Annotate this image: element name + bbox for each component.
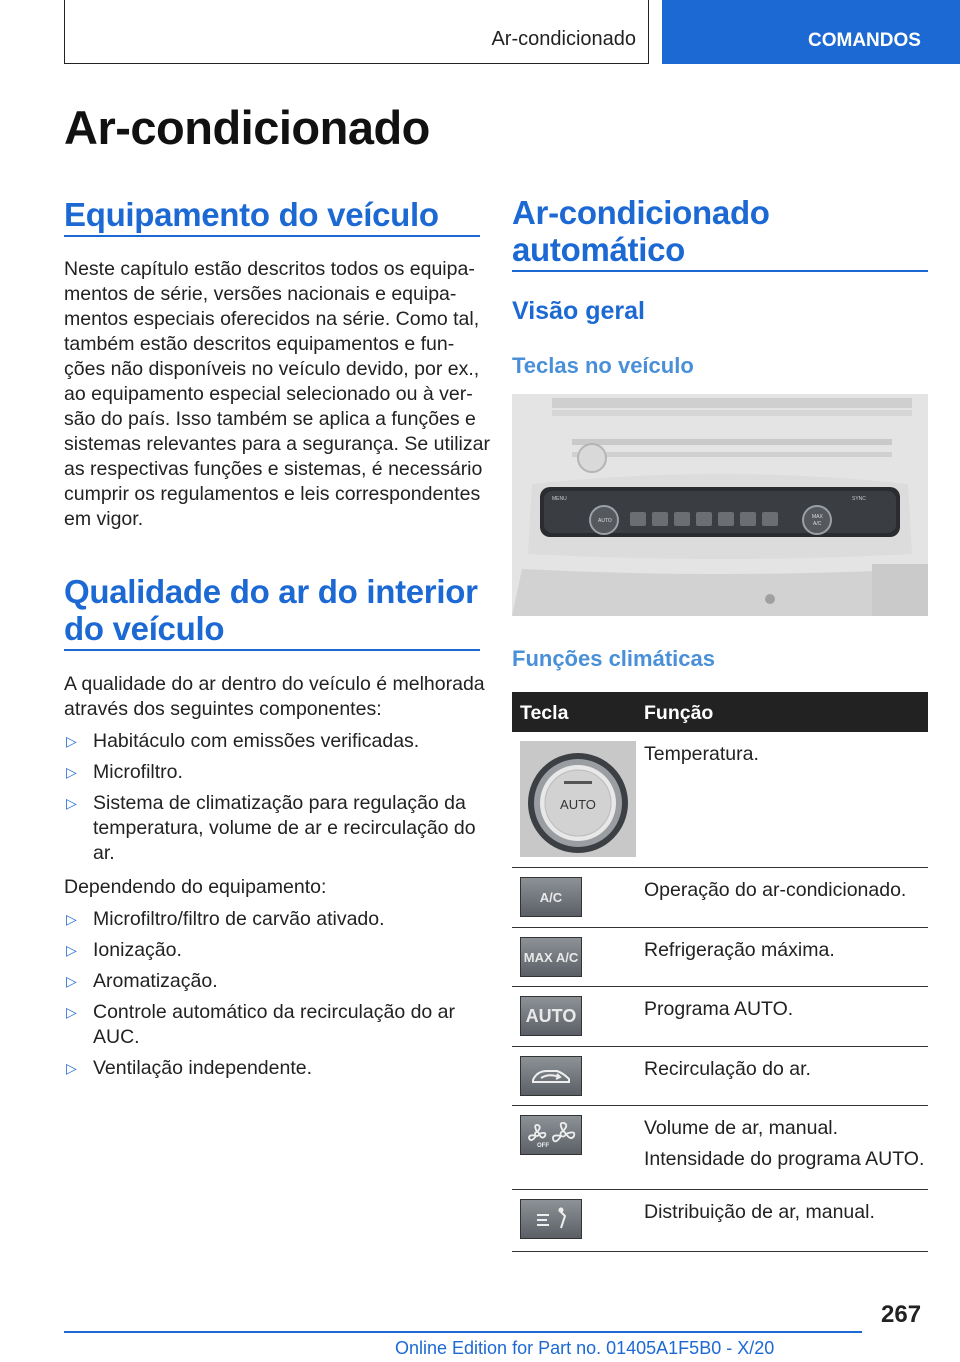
function-text: Distribuição de ar, manual. [644, 1201, 875, 1223]
footer-rule [64, 1331, 862, 1333]
list-item: ▷ Habitáculo com emissões verificadas. [66, 730, 420, 752]
table-row [512, 928, 928, 987]
triangle-bullet-icon: ▷ [66, 1004, 77, 1020]
svg-text:AUTO: AUTO [560, 797, 596, 812]
overview-heading: Visão geral [512, 297, 645, 325]
svg-text:A/C: A/C [813, 521, 822, 527]
list-item: ▷ Microfiltro/filtro de carvão ativado. [66, 908, 385, 930]
equipment-heading: Equipamento do veículo [64, 196, 439, 233]
max-ac-button-icon: MAX A/C [520, 937, 582, 977]
auto-ac-heading-line2: automático [512, 231, 686, 268]
list-item: ▷ Sistema de climatização para regulação da temperatura, volume de ar e recirculação do ar. [66, 792, 476, 864]
function-text: Programa AUTO. [644, 998, 794, 1020]
function-text [644, 1116, 924, 1172]
function-text: Refrigeração máxima. [644, 939, 835, 961]
function-line-2: Intensidade do programa AUTO. [644, 1148, 925, 1170]
svg-text:MAX: MAX [812, 514, 823, 520]
column-header-function: Função [644, 702, 714, 724]
triangle-bullet-icon: ▷ [66, 764, 77, 780]
temperature-knob-image [520, 741, 636, 857]
triangle-bullet-icon: ▷ [66, 911, 77, 927]
header-section-tab [64, 0, 649, 64]
page-number: 267 [881, 1301, 922, 1328]
auto-button-icon: AUTO [520, 996, 582, 1036]
table-row [512, 987, 928, 1047]
ac-button-icon: A/C [520, 877, 582, 917]
header-chapter-label: COMANDOS [808, 30, 921, 51]
air-quality-heading-line2: do veículo [64, 610, 225, 647]
list-item: ▷ Ventilação independente. [66, 1057, 313, 1079]
function-text: Operação do ar-condicionado. [644, 879, 907, 901]
auto-ac-heading-rule [512, 270, 928, 272]
air-quality-list [64, 729, 484, 872]
list-item: ▷ Ionização. [66, 939, 182, 961]
triangle-bullet-icon: ▷ [66, 973, 77, 989]
triangle-bullet-icon: ▷ [66, 733, 77, 749]
depends-label: Dependendo do equipamento: [64, 876, 327, 898]
vehicle-keys-heading: Teclas no veículo [512, 353, 694, 378]
page-title: Ar-condicionado [64, 101, 430, 154]
equipment-heading-rule [64, 235, 480, 237]
climate-functions-heading: Funções climáticas [512, 646, 715, 671]
auto-ac-heading [512, 194, 770, 268]
column-header-key: Tecla [520, 702, 569, 724]
table-row [512, 868, 928, 928]
triangle-bullet-icon: ▷ [66, 795, 77, 811]
function-text: Recirculação do ar. [644, 1058, 811, 1080]
list-item: ▷ Controle automático da recirculação do ar AUC. [66, 1001, 456, 1048]
table-row [512, 1190, 928, 1252]
table-row [512, 1047, 928, 1106]
header-chapter-tab [662, 0, 960, 64]
function-text: Temperatura. [644, 743, 759, 765]
table-header [512, 692, 928, 732]
recirculation-icon [520, 1056, 582, 1096]
svg-text:SYNC: SYNC [852, 496, 866, 502]
triangle-bullet-icon: ▷ [66, 1060, 77, 1076]
header-section-label: Ar-condicionado [491, 28, 636, 50]
climate-panel-illustration [512, 394, 928, 616]
svg-text:AUTO: AUTO [598, 518, 612, 524]
list-item: ▷ Microfiltro. [66, 761, 183, 783]
list-item: ▷ Aromatização. [66, 970, 218, 992]
air-distribution-icon [520, 1199, 582, 1239]
climate-functions-table [512, 692, 928, 1252]
table-row [512, 1106, 928, 1190]
svg-text:OFF: OFF [537, 1143, 549, 1148]
footer-edition-text: Online Edition for Part no. 01405A1F5B0 - X/20 [395, 1338, 775, 1358]
svg-text:MENU: MENU [552, 496, 567, 502]
triangle-bullet-icon: ▷ [66, 942, 77, 958]
air-quality-intro: A qualidade do ar dentro do veículo é melhorada através dos seguintes componentes: [64, 673, 485, 720]
air-quality-heading [64, 573, 478, 647]
table-row [512, 732, 928, 868]
equipment-paragraph: Neste capítulo estão descritos todos os equipa- mentos de série, versões nacionais e equipa- mentos especiais oferecidos na série. Como tal, também estão descritos equipamentos e fun- ções não disponíveis no veículo devido, por ex., ao equipamento especial selecionado ou à ver- são do país. Isso também se aplica a funções e sistemas relevantes para a segurança. Se utilizar as respectivas funções e sistemas, é necessário cumprir os regulamentos e leis correspondentes em vigor. [64, 258, 490, 530]
air-quality-heading-rule [64, 649, 480, 651]
air-quality-heading-line1: Qualidade do ar do interior [64, 573, 478, 610]
equipment-dependent-list [64, 907, 484, 1087]
function-line-1: Volume de ar, manual. [644, 1117, 839, 1139]
fan-icon [520, 1115, 582, 1155]
auto-ac-heading-line1: Ar-condicionado [512, 194, 770, 231]
climate-panel-photo [512, 394, 928, 616]
